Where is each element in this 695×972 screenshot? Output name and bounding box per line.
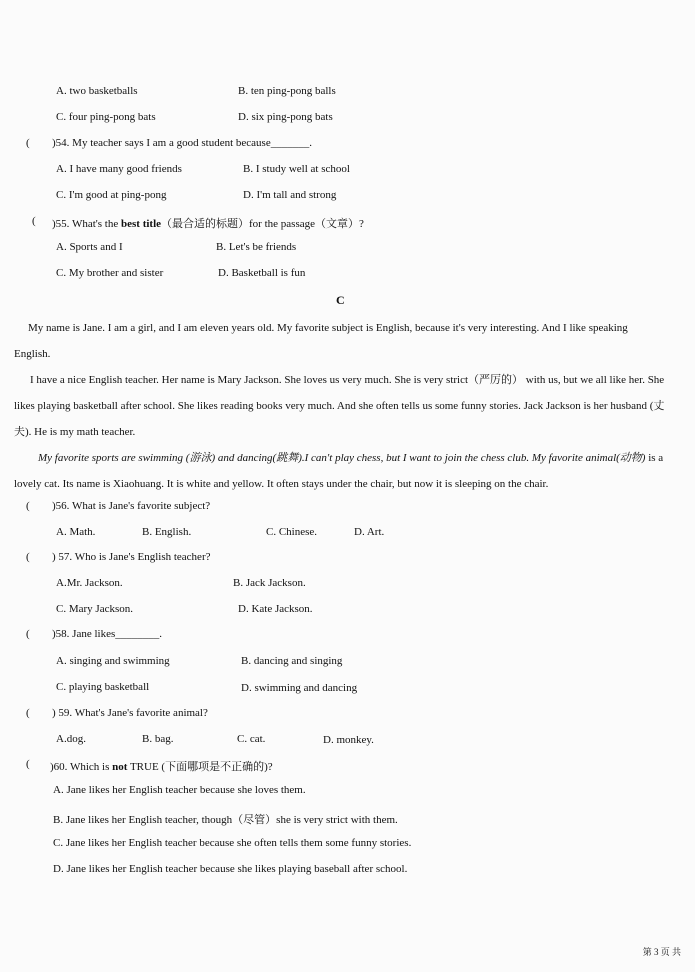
q58-option-a: A. singing and swimming xyxy=(56,655,170,667)
q57-answer-paren: ( xyxy=(26,551,30,563)
passage-paragraph-3-italic: My favorite sports are swimming (游泳) and dancing(跳舞).I can't play chess, but I want to join the chess club. My favorite animal(动物) xyxy=(38,452,646,464)
q54-option-c: C. I'm good at ping-pong xyxy=(56,189,167,201)
q56-stem: )56. What is Jane's favorite subject? xyxy=(52,500,211,512)
section-c-heading: C xyxy=(336,293,345,307)
q59-option-a: A.dog. xyxy=(56,733,86,745)
passage-paragraph-3: My favorite sports are swimming (游泳) and dancing(跳舞).I can't play chess, but I want to join the chess club. My favorite animal(动物) is a lovely cat. Its name is Xiaohuang. It is white and yellow. It often stays under the chair, but now it is sleeping on the chair. xyxy=(14,452,664,490)
q55-option-a: A. Sports and I xyxy=(56,241,123,253)
passage-paragraph-1: My name is Jane. I am a girl, and I am eleven years old. My favorite subject is English, because it's very interesting. And I like speaking English. xyxy=(14,322,628,360)
q55-stem-bold: best title xyxy=(121,218,162,230)
q59-option-c: C. cat. xyxy=(237,733,266,745)
q54-option-d: D. I'm tall and strong xyxy=(243,189,337,201)
q59-stem: ) 59. What's Jane's favorite animal? xyxy=(52,707,208,719)
q57-option-a: A.Mr. Jackson. xyxy=(56,577,123,589)
q55-option-d: D. Basketball is fun xyxy=(218,267,306,279)
q58-option-b: B. dancing and singing xyxy=(241,655,343,667)
q53-option-a: A. two basketballs xyxy=(56,85,138,97)
q53-option-b: B. ten ping-pong balls xyxy=(238,85,336,97)
q56-answer-paren: ( xyxy=(26,500,30,512)
q54-answer-paren: ( xyxy=(26,137,30,149)
q56-option-b: B. English. xyxy=(142,526,192,538)
q59-answer-paren: ( xyxy=(26,707,30,719)
q57-option-d: D. Kate Jackson. xyxy=(238,603,313,615)
q59-option-b: B. bag. xyxy=(142,733,174,745)
q54-stem: )54. My teacher says I am a good student because_______. xyxy=(52,137,312,149)
q59-option-d: D. monkey. xyxy=(323,734,374,746)
q57-option-b: B. Jack Jackson. xyxy=(233,577,306,589)
q57-option-c: C. Mary Jackson. xyxy=(56,603,133,615)
q58-answer-paren: ( xyxy=(26,628,30,640)
passage-paragraph-2: I have a nice English teacher. Her name is Mary Jackson. She loves us very much. She is very strict（严厉的） with us, but we all like her. She likes playing basketball after school. She likes reading books very much. And she often tells us some funny stories. Jack Jackson is her husband (丈夫). He is my math teacher. xyxy=(14,374,665,438)
q60-stem-bold: not xyxy=(112,761,128,773)
q55-option-b: B. Let's be friends xyxy=(216,241,297,253)
q53-option-c: C. four ping-pong bats xyxy=(56,111,156,123)
q56-option-d: D. Art. xyxy=(354,526,385,538)
q55-stem: )55. What's the best title（最合适的标题）for the passage（文章）? xyxy=(52,218,364,230)
q58-option-d: D. swimming and dancing xyxy=(241,682,358,694)
q54-option-a: A. I have many good friends xyxy=(56,163,182,175)
q58-stem: )58. Jane likes________. xyxy=(52,628,162,640)
q55-option-c: C. My brother and sister xyxy=(56,267,164,279)
q53-option-d: D. six ping-pong bats xyxy=(238,111,333,123)
q58-option-c: C. playing basketball xyxy=(56,681,150,693)
q55-answer-paren: ( xyxy=(32,215,36,227)
q56-option-c: C. Chinese. xyxy=(266,526,318,538)
q60-option-b: B. Jane likes her English teacher, though（尽管）she is very strict with them. xyxy=(53,814,398,826)
q60-option-c: C. Jane likes her English teacher because she often tells them some funny stories. xyxy=(53,837,412,849)
q60-answer-paren: ( xyxy=(26,758,30,770)
q60-stem: )60. Which is not TRUE (下面哪项是不正确的)? xyxy=(50,761,273,773)
q60-option-d: D. Jane likes her English teacher because she likes playing baseball after school. xyxy=(53,863,408,875)
q60-option-a: A. Jane likes her English teacher because she loves them. xyxy=(53,784,306,796)
q54-option-b: B. I study well at school xyxy=(243,163,350,175)
page-number: 第 3 页 共 xyxy=(642,947,681,957)
q57-stem: ) 57. Who is Jane's English teacher? xyxy=(52,551,211,563)
q56-option-a: A. Math. xyxy=(56,526,96,538)
